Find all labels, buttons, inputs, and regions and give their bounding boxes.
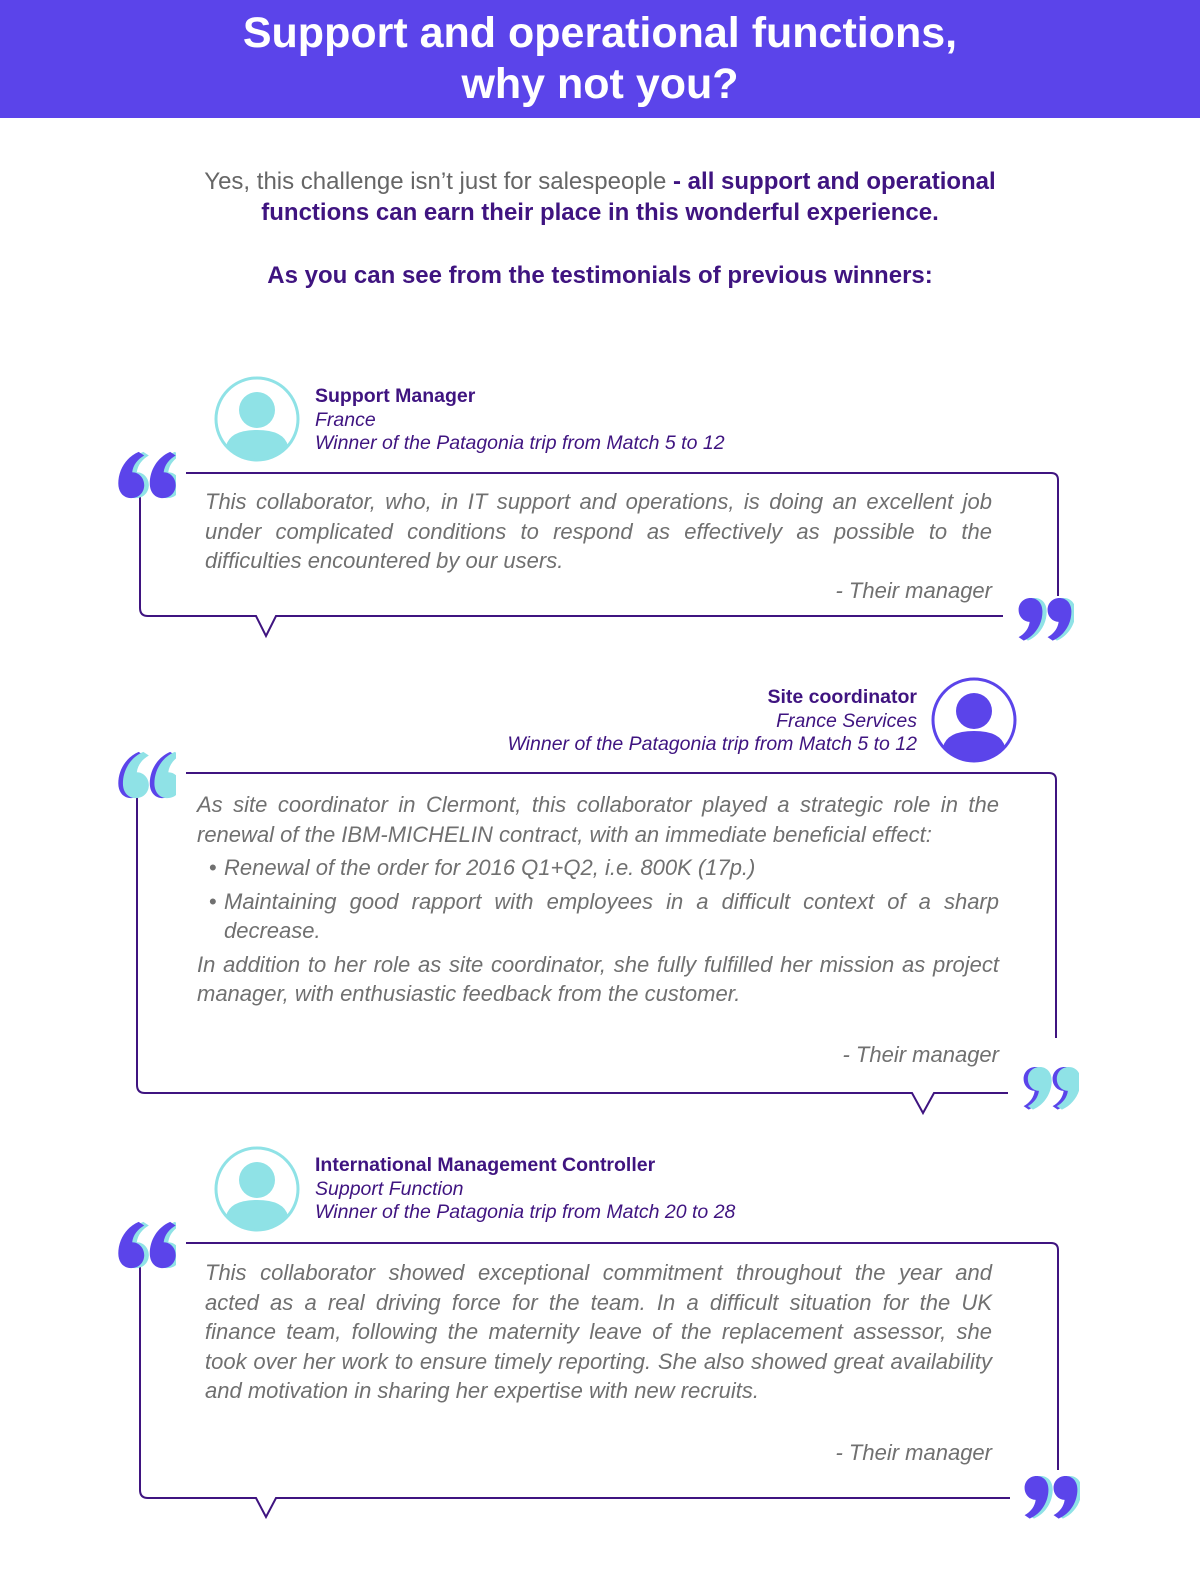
bullet-icon: • — [209, 888, 217, 914]
testimonial-quote: This collaborator showed exceptional commitment throughout the year and acted as a real driving force for the team. In a difficult situation for the UK finance team, following the maternity leave of the replacement assessor, she took over her work to ensure timely reporting. She also showed great availability and motivation in sharing her expertise with new recruits. — [205, 1260, 992, 1403]
quote-intro: As site coordinator in Clermont, this collaborator played a strategic role in the renewal of the IBM-MICHELIN contract, with an immediate beneficial effect: — [197, 792, 999, 847]
avatar-person-cyan-icon — [214, 1146, 300, 1232]
testimonial-card-2 — [0, 670, 1200, 1120]
testimonial-signature: - Their manager — [835, 1440, 992, 1465]
close-quote-icon — [1022, 1476, 1080, 1522]
intro-plain-text: Yes, this challenge isn’t just for salespeople — [204, 168, 667, 195]
winner-prize: Winner of the Patagonia trip from Match 5 to 12 — [507, 733, 917, 755]
avatar-person-purple-icon — [931, 677, 1017, 763]
winner-role: Support Manager — [315, 385, 476, 407]
avatar-person-cyan-icon — [214, 376, 300, 462]
winner-role: Site coordinator — [767, 686, 917, 708]
winner-prize: Winner of the Patagonia trip from Match 5 to 12 — [315, 432, 725, 454]
page-title-line-1: Support and operational functions, — [242, 9, 958, 57]
winner-location: Support Function — [315, 1177, 464, 1200]
winner-meta — [315, 1154, 735, 1225]
quote-outro: In addition to her role as site coordinator, she fully fulfilled her mission as project manager, with enthusiastic feedback from the customer. — [197, 951, 999, 1006]
intro-paragraph — [120, 166, 1080, 228]
intro-lead: As you can see from the testimonials of previous winners: — [267, 262, 933, 289]
page-title-line-2: why not you? — [461, 60, 739, 108]
open-quote-icon — [118, 450, 176, 500]
quote-bullet-list — [197, 853, 999, 946]
list-item: • Renewal of the order for 2016 Q1+Q2, i.e. 800K (17p.) — [197, 853, 999, 883]
testimonial-quote — [197, 790, 999, 1009]
testimonial-signature: - Their manager — [842, 1042, 999, 1067]
winner-prize: Winner of the Patagonia trip from Match 20 to 28 — [315, 1201, 736, 1223]
intro-emphasis-1: - all support and operational — [666, 168, 996, 195]
open-quote-icon — [118, 1220, 176, 1270]
winner-location: France Services — [776, 709, 917, 732]
list-item: • Maintaining good rapport with employees in a difficult context of a sharp decrease. — [209, 888, 999, 943]
page-header — [0, 0, 1200, 118]
testimonial-card-1 — [0, 370, 1200, 650]
winner-meta — [315, 385, 725, 456]
bullet-icon: • — [209, 855, 217, 880]
intro-emphasis-2: functions can earn their place in this wonderful experience. — [261, 199, 939, 226]
testimonial-quote: This collaborator, who, in IT support and operations, is doing an excellent job under complicated conditions to respond as effectively as possible to the difficulties encountered by our users. — [205, 489, 992, 573]
testimonial-signature: - Their manager — [835, 578, 992, 603]
testimonial-card-3 — [0, 1140, 1200, 1570]
open-quote-icon — [118, 750, 176, 800]
winner-role: International Management Controller — [315, 1154, 656, 1176]
winner-location: France — [315, 408, 376, 431]
close-quote-icon — [1021, 1067, 1079, 1113]
close-quote-icon — [1016, 598, 1074, 644]
winner-meta — [440, 686, 917, 757]
